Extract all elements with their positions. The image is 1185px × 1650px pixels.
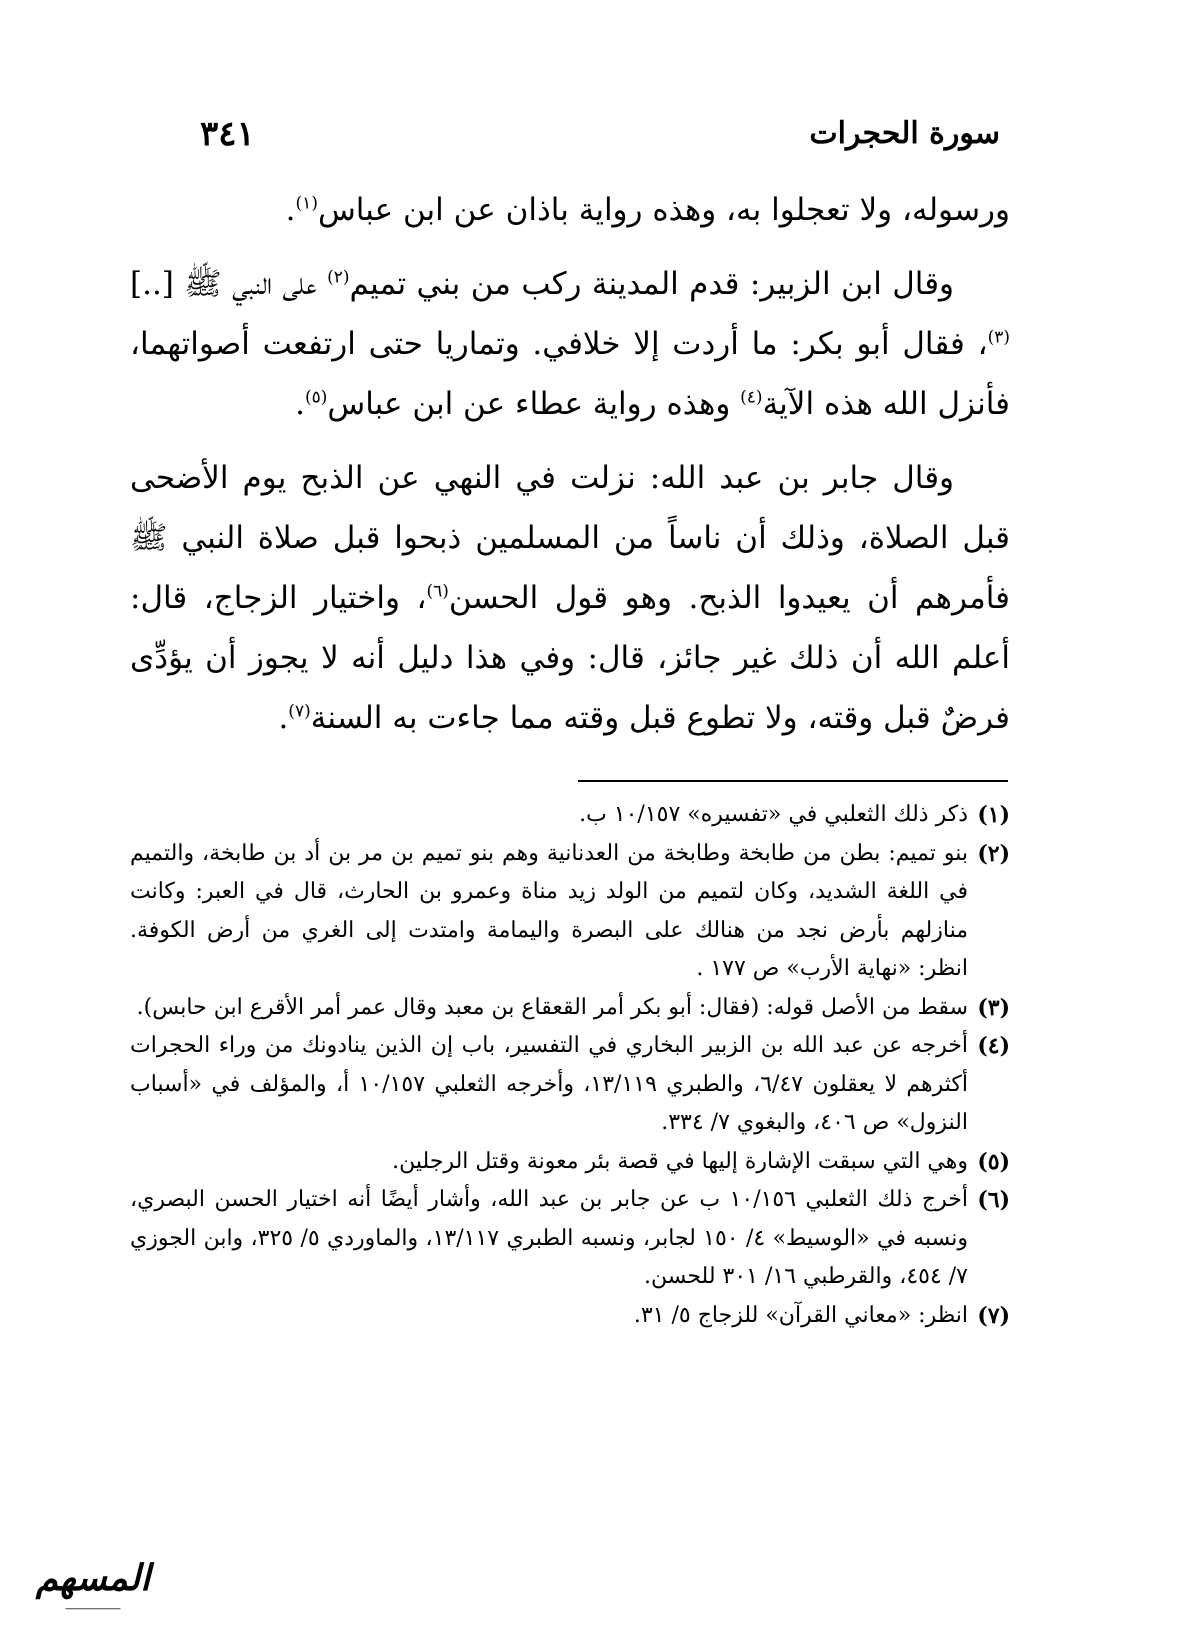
library-stamp-logo (18, 1555, 168, 1635)
footnote-number: (٤) (977, 1033, 1010, 1059)
paragraph-1 (130, 180, 1010, 240)
footnote-text: سقط من الأصل قوله: (فقال: أبو بكر أمر القعقاع بن معبد وقال عمر أمر الأقرع ابن حابس). (136, 994, 968, 1020)
footnote-5 (130, 1143, 1010, 1182)
footnote-divider (578, 780, 1008, 782)
paragraph-1-end: . (285, 192, 296, 228)
footnote-number: (٣) (977, 994, 1010, 1021)
paragraph-3-end: . (278, 700, 289, 736)
footnotes (130, 796, 1010, 1335)
surah-title: سورة الحجرات (809, 116, 1000, 151)
footnote-7 (130, 1297, 1010, 1336)
page-number: ٣٤١ (200, 114, 255, 154)
footnote-1 (130, 796, 1010, 835)
footnote-2 (130, 835, 1010, 989)
stamp-subscript: ――――― (65, 1602, 121, 1615)
footnote-number: (٥) (977, 1148, 1010, 1175)
footnote-ref-4: (٤) (740, 387, 763, 408)
footnote-ref-5: (٥) (304, 387, 328, 408)
footnote-number: (٢) (977, 840, 1010, 867)
footnote-text: أخرجه عن عبد الله بن الزبير البخاري في التفسير، باب إن الذين ينادونك من وراء الحجرات أكثرهم لا يعقلون ٦/٤٧، والطبري ١٣/١١٩، وأخرجه الثعلبي ١٠/١٥٧ أ، والمؤلف في «أسباب النزول» ص ٤٠٦، والبغوي ٧/ ٣٣٤. (130, 1033, 968, 1135)
footnote-number: (٧) (977, 1302, 1010, 1329)
paragraph-2-text-b: على النبي ﷺ [..] (130, 266, 328, 302)
footnote-4 (130, 1027, 1010, 1143)
footnote-number: (١) (977, 802, 1010, 828)
paragraph-3 (130, 448, 1010, 748)
paragraph-2-text-d: وهذه رواية عطاء عن ابن عباس (327, 386, 741, 422)
paragraph-3-text-a: وقال جابر بن عبد الله: نزلت في النهي عن الذبح يوم الأضحى قبل الصلاة، وذلك أن ناساً من المسلمين ذبحوا قبل صلاة النبي ﷺ فأمرهم أن يعيدوا الذبح. وهو قول الحسن (130, 460, 1010, 616)
footnote-3 (130, 989, 1010, 1028)
paragraph-2-text-c: ، فقال أبو بكر: ما أردت إلا خلافي. وتماريا حتى ارتفعت أصواتهما، فأنزل الله هذه الآية (130, 326, 1010, 422)
paragraph-2 (130, 254, 1010, 434)
footnote-text: أخرج ذلك الثعلبي ١٠/١٥٦ ب عن جابر بن عبد الله، وأشار أيضًا أنه اختيار الحسن البصري، ونسبه في «الوسيط» ٤/ ١٥٠ لجابر، ونسبه الطبري ١٣/١١٧، والماوردي ٥/ ٣٢٥، وابن الجوزي ٧/ ٤٥٤، والقرطبي ١٦/ ٣٠١ للحسن. (130, 1187, 968, 1289)
paragraph-2-end: . (295, 386, 305, 422)
footnote-6 (130, 1181, 1010, 1297)
footnote-text: انظر: «معاني القرآن» للزجاج ٥/ ٣١. (633, 1302, 968, 1328)
paragraph-2-text-a: وقال ابن الزبير: قدم المدينة ركب من بني تميم (349, 266, 954, 302)
footnote-ref-3: (٣) (987, 327, 1010, 348)
paragraph-3-text-b: ، واختيار الزجاج، قال: أعلم الله أن ذلك غير جائز، قال: وفي هذا دليل أنه لا يجوز أن يؤدِّى فرضٌ قبل وقته، ولا تطوع قبل وقته مما جاءت به السنة (130, 580, 1010, 736)
footnote-text: ذكر ذلك الثعلبي في «تفسيره» ١٠/١٥٧ ب. (579, 802, 968, 827)
footnote-ref-7: (٧) (288, 701, 311, 722)
footnote-text: وهي التي سبقت الإشارة إليها في قصة بئر معونة وقتل الرجلين. (392, 1148, 968, 1174)
footnote-ref-1: (١) (295, 193, 318, 214)
stamp-calligraphy: المسهم (35, 1557, 151, 1599)
paragraph-1-text: ورسوله، ولا تعجلوا به، وهذه رواية باذان عن ابن عباس (317, 192, 1010, 228)
main-text (130, 180, 1010, 762)
footnote-number: (٦) (977, 1187, 1010, 1213)
footnote-ref-6: (٦) (426, 581, 449, 602)
footnote-text: بنو تميم: بطن من طابخة وطابخة من العدنانية وهم بنو تميم بن مر بن أد بن طابخة، والتميم في اللغة الشديد، وكان لتميم من الولد زيد مناة وعمرو بن الحارث، قال في العبر: وكانت منازلهم بأرض نجد من هنالك على البصرة واليمامة وامتدت إلى الغري من أرض الكوفة. انظر: «نهاية الأرب» ص ١٧٧ . (130, 840, 968, 981)
running-head (200, 112, 1000, 162)
footnote-ref-2: (٢) (327, 267, 350, 288)
